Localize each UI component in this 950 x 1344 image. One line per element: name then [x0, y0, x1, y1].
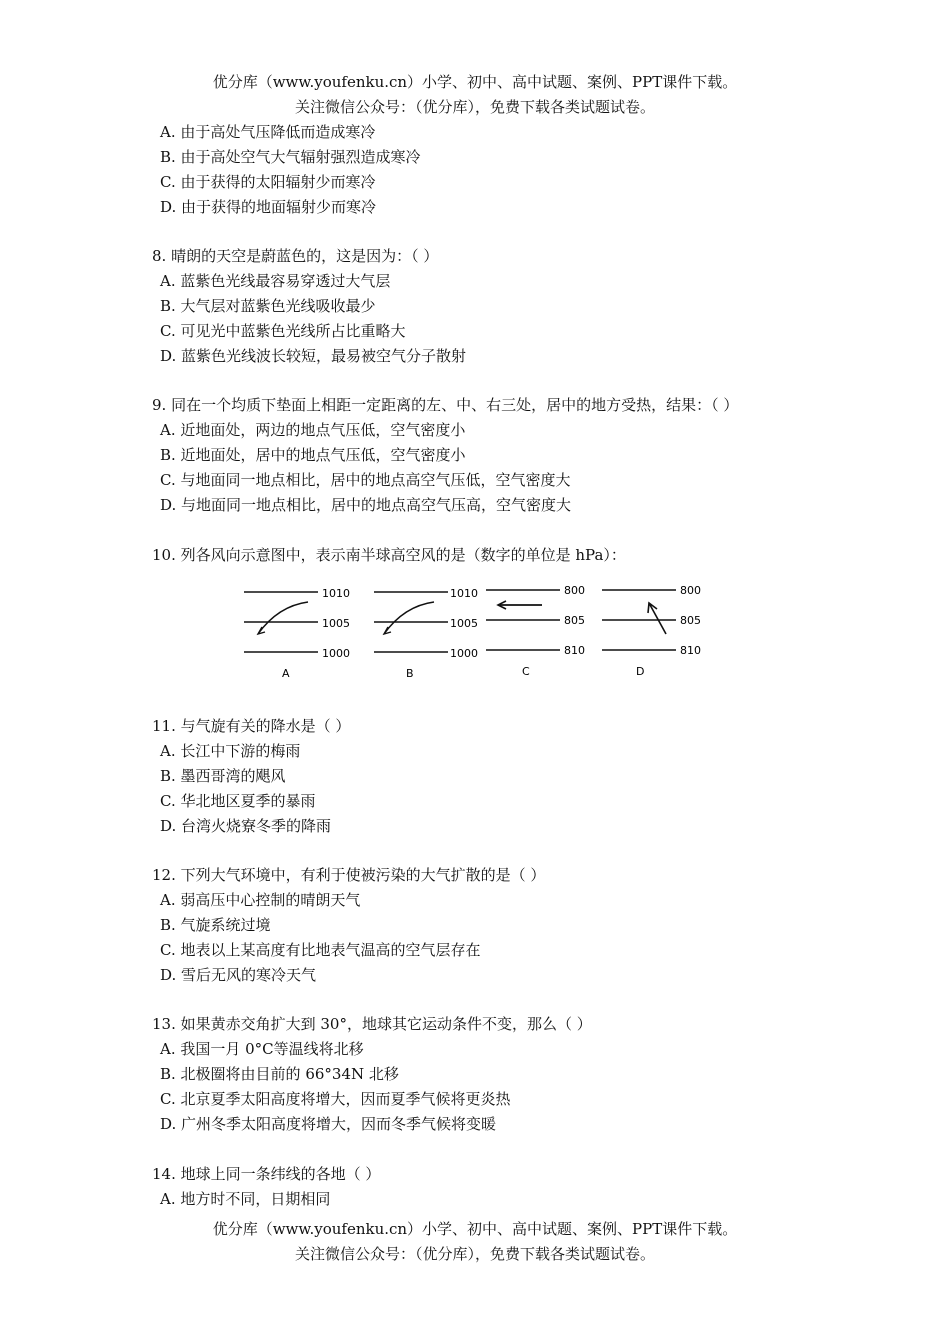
q12-option-a: A. 弱高压中心控制的晴朗天气 — [160, 891, 361, 909]
page-header — [0, 70, 950, 120]
q7-option-d: D. 由于获得的地面辐射少而寒冷 — [160, 198, 377, 216]
isobar-label: 810 — [564, 644, 585, 657]
isobar-label: 805 — [564, 614, 585, 627]
q7-option-a: A. 由于高处气压降低而造成寒冷 — [160, 123, 376, 141]
q13-option-a: A. 我国一月 0°C等温线将北移 — [160, 1040, 364, 1058]
q13-option-b: B. 北极圈将由目前的 66°34N 北移 — [160, 1065, 399, 1083]
isobar-label: 810 — [680, 644, 701, 657]
isobar-label: 1010 — [322, 587, 350, 600]
page-footer — [0, 1217, 950, 1267]
isobar-label: 1000 — [450, 647, 478, 660]
wind-direction-diagram — [238, 576, 708, 684]
q7-option-b: B. 由于高处空气大气辐射强烈造成寒冷 — [160, 148, 421, 166]
q11-option-c: C. 华北地区夏季的暴雨 — [160, 792, 316, 810]
wind-arrow — [384, 602, 434, 634]
q7-option-c: C. 由于获得的太阳辐射少而寒冷 — [160, 173, 376, 191]
header-line-2: 关注微信公众号：（优分库），免费下载各类试题试卷。 — [294, 98, 655, 116]
q9-option-a: A. 近地面处，两边的地点气压低，空气密度小 — [160, 421, 466, 439]
q8-option-c: C. 可见光中蓝紫色光线所占比重略大 — [160, 322, 406, 340]
q12-option-c: C. 地表以上某高度有比地表气温高的空气层存在 — [160, 941, 481, 959]
header-line-1: 优分库（www.youfenku.cn）小学、初中、高中试题、案例、PPT课件下载。 — [212, 73, 738, 91]
q14-stem: 14. 地球上同一条纬线的各地（ ） — [152, 1165, 381, 1183]
footer-line-2: 关注微信公众号：（优分库），免费下载各类试题试卷。 — [294, 1245, 655, 1263]
q13-option-c: C. 北京夏季太阳高度将增大，因而夏季气候将更炎热 — [160, 1090, 511, 1108]
q14-option-a: A. 地方时不同，日期相同 — [160, 1190, 331, 1208]
q9-option-c: C. 与地面同一地点相比，居中的地点高空气压低，空气密度大 — [160, 471, 571, 489]
q10-stem: 10. 列各风向示意图中，表示南半球高空风的是（数字的单位是 hPa）： — [152, 546, 626, 564]
panel-label: D — [636, 665, 645, 678]
q9-option-b: B. 近地面处，居中的地点气压低，空气密度小 — [160, 446, 466, 464]
isobar-label: 1005 — [322, 617, 350, 630]
isobar-label: 1005 — [450, 617, 478, 630]
panel-a — [244, 587, 350, 680]
q13-option-d: D. 广州冬季太阳高度将增大，因而冬季气候将变暖 — [160, 1115, 497, 1133]
q9-stem: 9. 同在一个均质下垫面上相距一定距离的左、中、右三处，居中的地方受热，结果：（ ） — [152, 396, 739, 414]
q8-option-d: D. 蓝紫色光线波长较短，最易被空气分子散射 — [160, 347, 467, 365]
panel-b — [374, 587, 478, 680]
wind-arrow — [258, 602, 308, 634]
panel-label: A — [282, 667, 290, 680]
q12-option-d: D. 雪后无风的寒冷天气 — [160, 966, 317, 984]
isobar-label: 1010 — [450, 587, 478, 600]
panel-d — [602, 584, 701, 678]
q8-option-a: A. 蓝紫色光线最容易穿透过大气层 — [160, 272, 391, 290]
q11-stem: 11. 与气旋有关的降水是（ ） — [152, 717, 351, 735]
isobar-label: 800 — [564, 584, 585, 597]
isobar-label: 1000 — [322, 647, 350, 660]
q9-option-d: D. 与地面同一地点相比，居中的地点高空气压高，空气密度大 — [160, 496, 572, 514]
q11-option-b: B. 墨西哥湾的飓风 — [160, 767, 286, 785]
q11-option-d: D. 台湾火烧寮冬季的降雨 — [160, 817, 332, 835]
isobar-label: 805 — [680, 614, 701, 627]
q8-option-b: B. 大气层对蓝紫色光线吸收最少 — [160, 297, 376, 315]
panel-label: B — [406, 667, 414, 680]
q12-stem: 12. 下列大气环境中，有利于使被污染的大气扩散的是（ ） — [152, 866, 546, 884]
panel-label: C — [522, 665, 530, 678]
panel-c — [486, 584, 585, 678]
isobar-label: 800 — [680, 584, 701, 597]
q8-stem: 8. 晴朗的天空是蔚蓝色的，这是因为：（ ） — [152, 247, 439, 265]
q11-option-a: A. 长江中下游的梅雨 — [160, 742, 301, 760]
footer-line-1: 优分库（www.youfenku.cn）小学、初中、高中试题、案例、PPT课件下载。 — [212, 1220, 738, 1238]
q13-stem: 13. 如果黄赤交角扩大到 30°，地球其它运动条件不变，那么（ ） — [152, 1015, 592, 1033]
wind-arrow — [649, 603, 666, 634]
q12-option-b: B. 气旋系统过境 — [160, 916, 271, 934]
